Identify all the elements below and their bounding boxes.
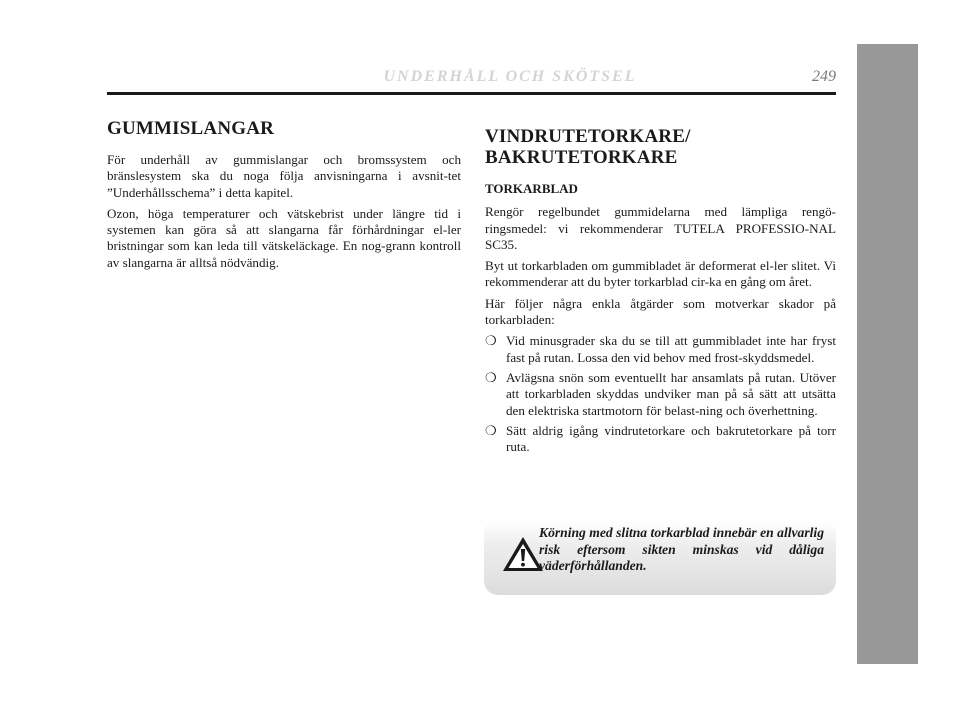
header-divider	[107, 92, 836, 95]
chapter-title: UNDERHÅLL OCH SKÖTSEL	[383, 68, 637, 85]
list-item	[485, 370, 836, 419]
list-item	[485, 333, 836, 366]
warning-text: Körning med slitna torkarblad innebär en allvarlig risk eftersom sikten minskas vid dåliga väderförhållanden.	[539, 525, 824, 573]
left-column	[107, 118, 461, 276]
paragraph: Byt ut torkarbladen om gummibladet är deformerat el-ler slitet. Vi rekommenderar att du byter torkarblad cir-ka en gång om året.	[485, 258, 836, 290]
bullet-circle-icon: ❍	[485, 333, 497, 349]
paragraph: Här följer några enkla åtgärder som motverkar skador på torkarbladen:	[485, 295, 836, 328]
subheading-wiper-blades: TORKARBLAD	[485, 181, 578, 196]
page-number: 249	[812, 68, 836, 85]
paragraph: För underhåll av gummislangar och bromssystem och bränslesystem ska du noga följa anvisningarna i avsnit-tet ”Underhållsschema” i detta kapitel.	[107, 152, 461, 200]
chapter-side-tab	[857, 44, 918, 664]
section-heading-hoses: GUMMISLANGAR	[107, 118, 275, 139]
paragraph: Ozon, höga temperaturer och vätskebrist under längre tid i systemen kan göra så att slangarna får förhårdningar el-ler bristningar som kan leda till vätskeläckage. En nog-grann kontroll av slangarna är alltså nödvändig.	[107, 205, 461, 270]
heading-line: BAKRUTETORKARE	[485, 147, 678, 168]
bullet-list	[485, 333, 836, 455]
right-column	[485, 118, 836, 459]
list-item-text: Vid minusgrader ska du se till att gummibladet inte har fryst fast på rutan. Lossa den vid behov med frost-skyddsmedel.	[506, 333, 836, 365]
section-heading-wipers	[485, 126, 836, 168]
bullet-circle-icon: ❍	[485, 422, 497, 438]
list-item-text: Avlägsna snön som eventuellt har ansamlats på rutan. Utöver att torkarbladen skyddas undviker man på så sätt att utsätta den elektriska startmotorn för belast-ning och överhettning.	[506, 369, 836, 418]
bullet-circle-icon: ❍	[485, 369, 497, 385]
warning-box	[484, 522, 836, 595]
heading-line: VINDRUTETORKARE/	[485, 126, 691, 147]
paragraph: Rengör regelbundet gummidelarna med lämpliga rengö-ringsmedel: vi rekommenderar TUTELA PROFESSIO-NAL SC35.	[485, 204, 836, 252]
list-item-text: Sätt aldrig igång vindrutetorkare och bakrutetorkare på torr ruta.	[506, 422, 836, 455]
list-item	[485, 423, 836, 456]
